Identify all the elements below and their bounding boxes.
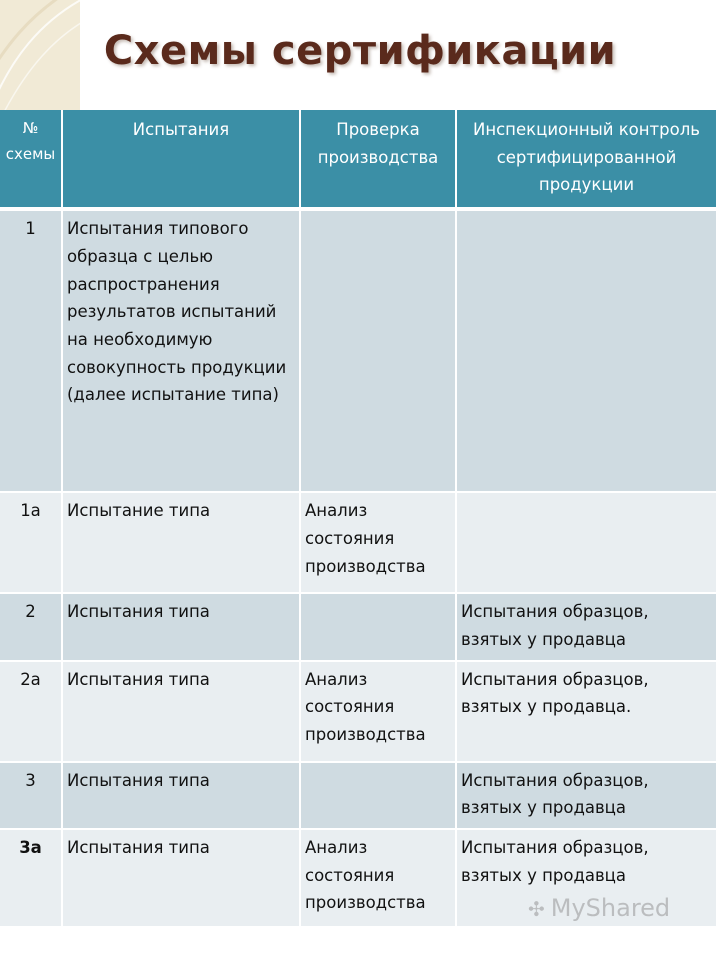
column-header-tests: Испытания [62, 110, 300, 209]
table-row [0, 209, 716, 492]
page-title: Схемы сертификации [103, 28, 617, 74]
inspection-cell: Испытания образцов, взятых у продавца [456, 829, 716, 927]
table-row [0, 593, 716, 660]
inspection-cell [456, 492, 716, 593]
production-cell: Анализ состояния производства [300, 661, 456, 762]
scheme-number-cell: 2 [0, 593, 62, 660]
tests-cell: Испытания типа [62, 661, 300, 762]
watermark-text: MyShared [550, 894, 671, 922]
production-cell [300, 209, 456, 492]
production-cell: Анализ состояния производства [300, 492, 456, 593]
scheme-number-cell: 3а [0, 829, 62, 927]
tests-cell: Испытания типового образца с целью распространения результатов испытаний на необходимую совокупность продукции (далее испытание типа) [62, 209, 300, 492]
column-header-production-check: Проверка производства [300, 110, 456, 209]
table-row [0, 661, 716, 762]
tests-cell: Испытания типа [62, 593, 300, 660]
production-cell [300, 593, 456, 660]
inspection-cell: Испытания образцов, взятых у продавца [456, 593, 716, 660]
scheme-number-cell: 1а [0, 492, 62, 593]
tests-cell: Испытания типа [62, 829, 300, 927]
table-row [0, 492, 716, 593]
scheme-number-cell: 1 [0, 209, 62, 492]
scheme-number-cell: 3 [0, 762, 62, 829]
watermark-logo-icon: ✣ [528, 897, 545, 921]
inspection-cell [456, 209, 716, 492]
column-header-inspection-control: Инспекционный контроль сертифицированной продукции [456, 110, 716, 209]
certification-schemes-table [0, 110, 716, 928]
inspection-cell: Испытания образцов, взятых у продавца. [456, 661, 716, 762]
production-cell [300, 762, 456, 829]
tests-cell: Испытание типа [62, 492, 300, 593]
production-cell: Анализ состояния производства [300, 829, 456, 927]
inspection-cell: Испытания образцов, взятых у продавца [456, 762, 716, 829]
tests-cell: Испытания типа [62, 762, 300, 829]
table-row [0, 762, 716, 829]
column-header-scheme-number: № схемы [0, 110, 62, 209]
scheme-number-cell: 2а [0, 661, 62, 762]
table-row [0, 829, 716, 927]
table-header-row [0, 110, 716, 209]
